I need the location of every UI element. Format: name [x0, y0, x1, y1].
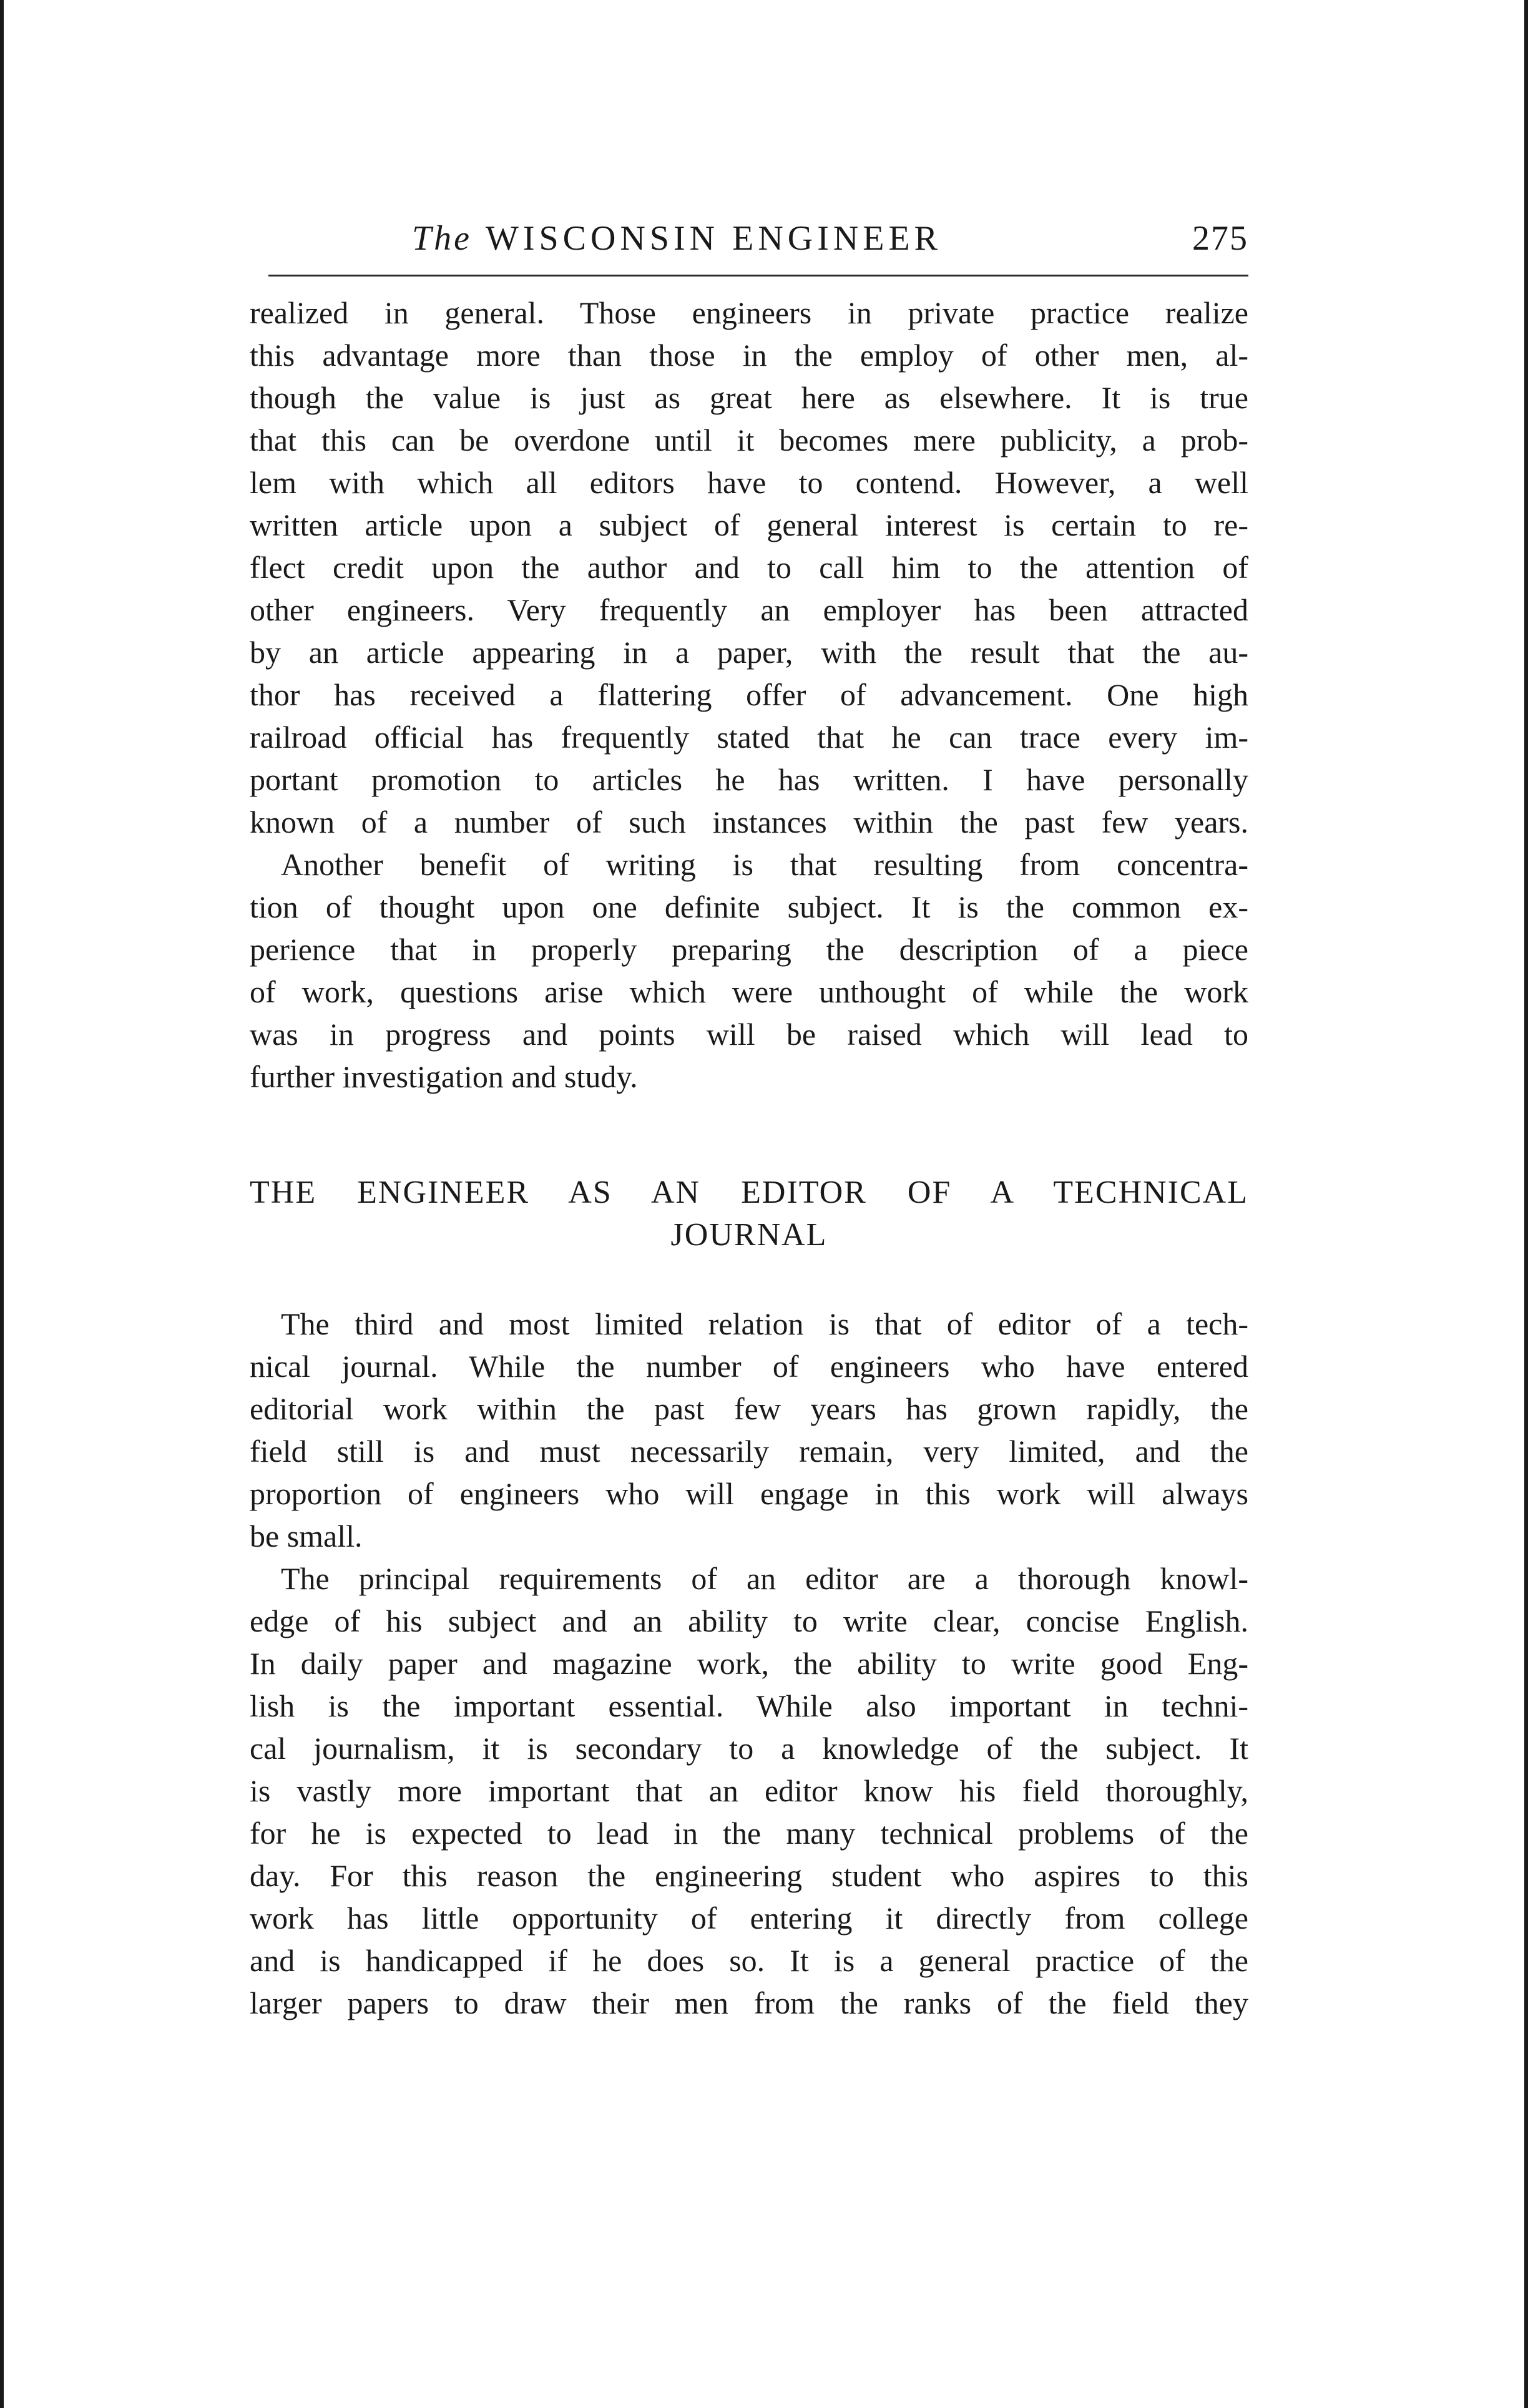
scan-edge-left [0, 0, 4, 2408]
header-rule [268, 275, 1248, 277]
text-line: though the value is just as great here as elsewhere. It is true [250, 380, 1248, 415]
paragraph-writing-benefit [250, 843, 1248, 1098]
paragraph-continued [250, 291, 1248, 843]
text-line: The principal requirements of an editor are a thorough knowl- [281, 1561, 1248, 1596]
text-line: be small. [250, 1519, 363, 1554]
text-line: field still is and must necessarily remain, very limited, and the [250, 1434, 1248, 1469]
running-head [250, 212, 1248, 275]
text-line: known of a number of such instances within the past few years. [250, 805, 1248, 839]
journal-title-name: WISCONSIN ENGINEER [486, 219, 943, 258]
text-line: perience that in properly preparing the description of a piece [250, 932, 1248, 967]
text-line: day. For this reason the engineering student who aspires to this [250, 1858, 1248, 1893]
text-line: thor has received a flattering offer of advancement. One high [250, 677, 1248, 712]
text-line: is vastly more important that an editor know his field thoroughly, [250, 1773, 1248, 1808]
section-heading-line: THE ENGINEER AS AN EDITOR OF A TECHNICAL [250, 1175, 1248, 1210]
text-line: Another benefit of writing is that resulting from concentra- [281, 847, 1248, 882]
section-heading [250, 1172, 1248, 1256]
text-line: of work, questions arise which were unthought of while the work [250, 974, 1248, 1009]
text-line: flect credit upon the author and to call him to the attention of [250, 550, 1248, 585]
text-line: lem with which all editors have to contend. However, a well [250, 465, 1248, 500]
paragraph-editor-requirements [250, 1557, 1248, 2024]
text-line: realized in general. Those engineers in private practice realize [250, 295, 1248, 330]
text-line: portant promotion to articles he has written. I have personally [250, 762, 1248, 797]
text-line: edge of his subject and an ability to write clear, concise English. [250, 1603, 1248, 1638]
scan-edge-right [1524, 0, 1528, 2408]
page-number: 275 [1192, 219, 1248, 258]
text-line: further investigation and study. [250, 1059, 638, 1094]
paragraph-editor-relation [250, 1303, 1248, 1557]
text-line: railroad official has frequently stated that he can trace every im- [250, 720, 1248, 755]
text-line: larger papers to draw their men from the ranks of the field they [250, 1985, 1248, 2020]
text-line: written article upon a subject of general interest is certain to re- [250, 507, 1248, 542]
journal-title [412, 218, 942, 258]
section-heading-line: JOURNAL [670, 1217, 828, 1253]
text-line: lish is the important essential. While also important in techni- [250, 1688, 1248, 1723]
text-line: In daily paper and magazine work, the ability to write good Eng- [250, 1646, 1248, 1681]
text-line: editorial work within the past few years has grown rapidly, the [250, 1391, 1248, 1426]
text-line: cal journalism, it is secondary to a knowledge of the subject. It [250, 1731, 1248, 1766]
text-line: this advantage more than those in the employ of other men, al- [250, 338, 1248, 373]
text-line: work has little opportunity of entering it directly from college [250, 1901, 1248, 1936]
text-line: nical journal. While the number of engineers who have entered [250, 1349, 1248, 1384]
text-line: by an article appearing in a paper, with the result that the au- [250, 635, 1248, 670]
journal-title-article: The [412, 219, 472, 258]
text-line: The third and most limited relation is that of editor of a tech- [281, 1306, 1248, 1341]
text-line: tion of thought upon one definite subject. It is the common ex- [250, 889, 1248, 924]
text-line: that this can be overdone until it becomes mere publicity, a prob- [250, 423, 1248, 458]
text-line: for he is expected to lead in the many technical problems of the [250, 1816, 1248, 1851]
text-line: other engineers. Very frequently an employer has been attracted [250, 592, 1248, 627]
text-line: was in progress and points will be raised which will lead to [250, 1017, 1248, 1052]
document-page [250, 212, 1248, 2024]
text-line: proportion of engineers who will engage in this work will always [250, 1476, 1248, 1511]
text-line: and is handicapped if he does so. It is a general practice of the [250, 1943, 1248, 1978]
